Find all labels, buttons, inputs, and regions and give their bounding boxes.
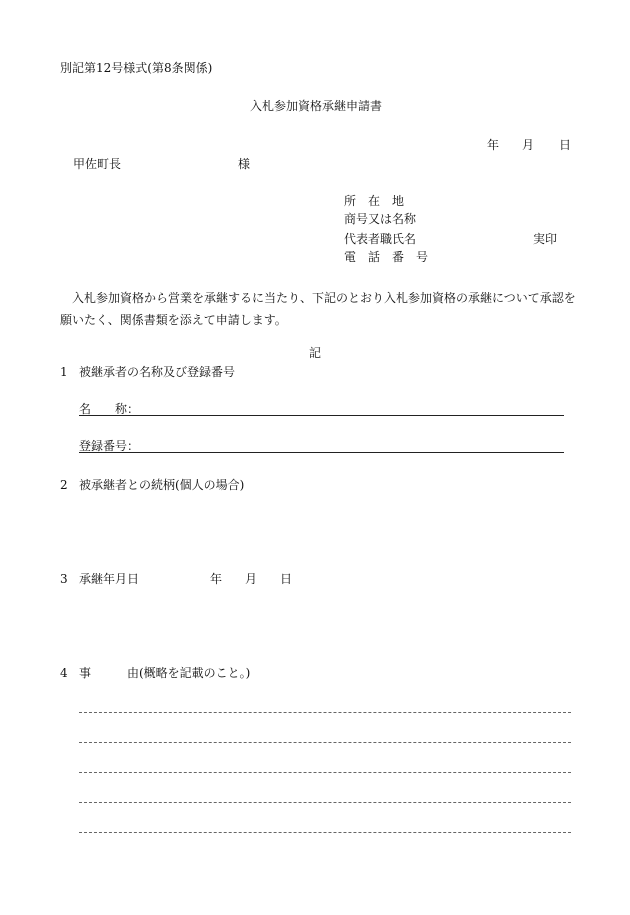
item1-name-label: 名 称： <box>79 402 140 416</box>
item3-number: 3 <box>60 572 68 586</box>
seal-label: 実印 <box>533 232 558 246</box>
applicant-representative-label: 代表者職氏名 <box>344 232 417 246</box>
item4-title-a: 事 <box>79 666 92 680</box>
item1-reg-label: 登録番号： <box>79 439 140 453</box>
item2-title: 被承継者との続柄(個人の場合) <box>79 478 245 492</box>
applicant-address-label: 所 在 地 <box>344 194 405 208</box>
addressee-honorific: 様 <box>238 157 251 171</box>
item3-year-label: 年 <box>210 572 223 586</box>
reason-line-2 <box>79 742 571 743</box>
item4-number: 4 <box>60 666 68 680</box>
date-day-label: 日 <box>559 138 572 152</box>
applicant-phone-label: 電 話 番 号 <box>344 250 429 264</box>
application-statement <box>60 287 580 331</box>
document-title: 入札参加資格承継申請書 <box>250 99 383 113</box>
date-year-label: 年 <box>487 138 500 152</box>
date-month-label: 月 <box>522 138 535 152</box>
ki-heading: 記 <box>309 346 322 360</box>
item3-month-label: 月 <box>245 572 258 586</box>
item2-number: 2 <box>60 478 68 492</box>
item3-title: 承継年月日 <box>79 572 140 586</box>
applicant-name-label: 商号又は名称 <box>344 212 417 226</box>
reason-line-3 <box>79 772 571 773</box>
form-number: 別記第12号様式(第8条関係) <box>60 61 213 75</box>
reason-line-5 <box>79 832 571 833</box>
item3-day-label: 日 <box>280 572 293 586</box>
addressee: 甲佐町長 <box>73 157 122 171</box>
reason-line-4 <box>79 802 571 803</box>
reason-line-1 <box>79 712 571 713</box>
application-statement-text: 入札参加資格から営業を承継するに当たり、下記のとおり入札参加資格の承継について承認を願いたく、関係書類を添えて申請します。 <box>60 291 576 327</box>
item1-title: 被継承者の名称及び登録番号 <box>79 365 236 379</box>
item1-name-line <box>79 415 564 416</box>
item4-title-b: 由(概略を記載のこと。) <box>127 666 251 680</box>
item1-number: 1 <box>60 365 68 379</box>
item1-reg-line <box>79 452 564 453</box>
